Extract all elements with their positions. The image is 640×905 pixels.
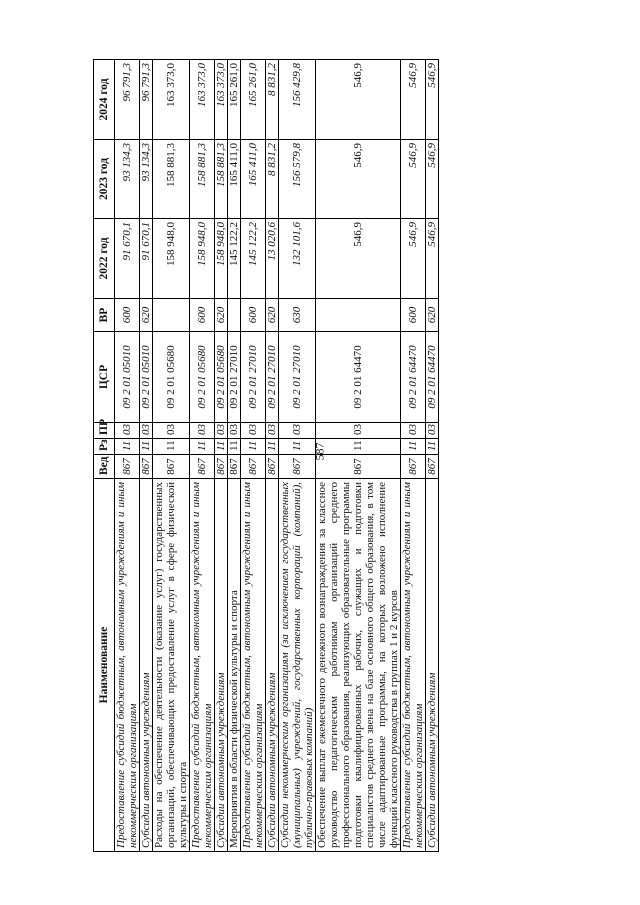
cell-name: Предоставление субсидий бюджетным, автономным учреждениям и иным некоммерческим организациям — [241, 479, 266, 852]
cell-name: Мероприятия в области физической культуры и спорта — [228, 479, 241, 852]
cell-vr: 600 — [401, 299, 426, 332]
cell-vr: 620 — [426, 299, 439, 332]
cell-csr: 09 2 01 64470 — [426, 332, 439, 423]
cell-2023: 93 134,3 — [140, 140, 153, 219]
cell-2024: 546,9 — [316, 60, 401, 140]
table-row — [215, 60, 228, 852]
header-vr: ВР — [94, 299, 115, 332]
rotated-table-container — [93, 60, 543, 852]
table-row — [153, 60, 190, 852]
header-pr: ПР — [94, 423, 115, 439]
cell-2024: 546,9 — [401, 60, 426, 140]
cell-pr: 03 — [153, 423, 190, 439]
cell-ved: 867 — [140, 455, 153, 479]
cell-2022: 145 122,2 — [241, 219, 266, 299]
cell-name: Расходы на обеспечение деятельности (оказание услуг) государственных организаций, обеспечивающих предоставление услуг в сфере физической культуры и спорта — [153, 479, 190, 852]
table-row — [140, 60, 153, 852]
cell-csr: 09 2 01 05010 — [140, 332, 153, 423]
cell-csr: 09 2 01 27010 — [241, 332, 266, 423]
cell-ved: 867 — [279, 455, 316, 479]
cell-2022: 91 670,1 — [140, 219, 153, 299]
cell-2024: 96 791,3 — [140, 60, 153, 140]
cell-2024: 165 261,0 — [241, 60, 266, 140]
cell-pr: 03 — [266, 423, 279, 439]
cell-csr: 09 2 01 64470 — [316, 332, 401, 423]
cell-csr: 09 2 01 05680 — [215, 332, 228, 423]
cell-pr: 03 — [190, 423, 215, 439]
cell-2022: 546,9 — [316, 219, 401, 299]
cell-vr — [153, 299, 190, 332]
table-row — [190, 60, 215, 852]
cell-2022: 13 020,6 — [266, 219, 279, 299]
cell-csr: 09 2 01 64470 — [401, 332, 426, 423]
cell-vr — [316, 299, 401, 332]
cell-rz: 11 — [426, 439, 439, 455]
cell-2023: 158 881,3 — [153, 140, 190, 219]
cell-2024: 8 831,2 — [266, 60, 279, 140]
table-row — [426, 60, 439, 852]
cell-2023: 158 881,3 — [190, 140, 215, 219]
table-row — [115, 60, 140, 852]
cell-name: Субсидии автономным учреждениям — [215, 479, 228, 852]
cell-vr: 620 — [140, 299, 153, 332]
cell-pr: 03 — [241, 423, 266, 439]
cell-2023: 546,9 — [426, 140, 439, 219]
cell-name: Предоставление субсидий бюджетным, автономным учреждениям и иным некоммерческим организациям — [401, 479, 426, 852]
cell-pr: 03 — [426, 423, 439, 439]
cell-2024: 163 373,0 — [153, 60, 190, 140]
cell-ved: 867 — [316, 455, 401, 479]
cell-ved: 867 — [401, 455, 426, 479]
cell-2022: 158 948,0 — [190, 219, 215, 299]
cell-2022: 158 948,0 — [215, 219, 228, 299]
cell-vr: 600 — [241, 299, 266, 332]
cell-name: Субсидии автономным учреждениям — [140, 479, 153, 852]
cell-pr: 03 — [140, 423, 153, 439]
cell-name: Предоставление субсидий бюджетным, автономным учреждениям и иным некоммерческим организациям — [115, 479, 140, 852]
table-header-row — [94, 60, 115, 852]
cell-2023: 546,9 — [401, 140, 426, 219]
cell-name: Субсидии автономным учреждениям — [426, 479, 439, 852]
cell-ved: 867 — [153, 455, 190, 479]
cell-ved: 867 — [266, 455, 279, 479]
cell-csr: 09 2 01 05680 — [153, 332, 190, 423]
cell-rz: 11 — [279, 439, 316, 455]
cell-2022: 132 101,6 — [279, 219, 316, 299]
cell-rz: 11 — [228, 439, 241, 455]
cell-csr: 09 2 01 27010 — [266, 332, 279, 423]
cell-rz: 11 — [115, 439, 140, 455]
cell-pr: 03 — [115, 423, 140, 439]
cell-pr: 03 — [279, 423, 316, 439]
header-2024: 2024 год — [94, 60, 115, 140]
cell-2022: 91 670,1 — [115, 219, 140, 299]
cell-2023: 8 831,2 — [266, 140, 279, 219]
cell-rz: 11 — [215, 439, 228, 455]
cell-pr: 03 — [228, 423, 241, 439]
page-number: 587 — [312, 442, 327, 461]
table-row — [279, 60, 316, 852]
cell-pr: 03 — [215, 423, 228, 439]
table-row — [241, 60, 266, 852]
cell-ved: 867 — [241, 455, 266, 479]
cell-vr: 600 — [190, 299, 215, 332]
cell-2022: 546,9 — [401, 219, 426, 299]
cell-rz: 11 — [266, 439, 279, 455]
cell-2023: 165 411,0 — [228, 140, 241, 219]
cell-ved: 867 — [115, 455, 140, 479]
cell-vr: 600 — [115, 299, 140, 332]
cell-name: Предоставление субсидий бюджетным, автономным учреждениям и иным некоммерческим организациям — [190, 479, 215, 852]
header-csr: ЦСР — [94, 332, 115, 423]
cell-pr: 03 — [401, 423, 426, 439]
cell-vr: 620 — [215, 299, 228, 332]
cell-2023: 165 411,0 — [241, 140, 266, 219]
cell-vr: 630 — [279, 299, 316, 332]
table-row — [401, 60, 426, 852]
header-ved: Вед — [94, 455, 115, 479]
cell-2022: 158 948,0 — [153, 219, 190, 299]
cell-rz: 11 — [153, 439, 190, 455]
cell-2022: 546,9 — [426, 219, 439, 299]
cell-2023: 156 579,8 — [279, 140, 316, 219]
cell-rz: 11 — [401, 439, 426, 455]
header-2023: 2023 год — [94, 140, 115, 219]
cell-name: Субсидии некоммерческим организациям (за исключением государственных (муниципальных) учреждений, государственных корпораций (компаний), публично-правовых компаний) — [279, 479, 316, 852]
cell-2024: 165 261,0 — [228, 60, 241, 140]
cell-2022: 145 122,2 — [228, 219, 241, 299]
cell-vr — [228, 299, 241, 332]
cell-rz: 11 — [140, 439, 153, 455]
cell-csr: 09 2 01 27010 — [228, 332, 241, 423]
cell-ved: 867 — [426, 455, 439, 479]
header-2022: 2022 год — [94, 219, 115, 299]
table-row — [266, 60, 279, 852]
table-row — [316, 60, 401, 852]
budget-table — [93, 59, 439, 852]
cell-ved: 867 — [215, 455, 228, 479]
cell-csr: 09 2 01 27010 — [279, 332, 316, 423]
cell-name: Обеспечение выплат ежемесячного денежного вознаграждения за классное руководство педагогическим работникам организаций среднего профессионального образования, реализующих образовательные программы подготовки квалифицированных рабочих, служащих и подготовки специалистов среднего звена на базе основного общего образования, в том числе адаптированные программы, на которых возложено исполнение функций классного руководства в группах 1 и 2 курсов — [316, 479, 401, 852]
cell-vr: 620 — [266, 299, 279, 332]
cell-ved: 867 — [228, 455, 241, 479]
cell-rz: 11 — [190, 439, 215, 455]
cell-name: Субсидии автономным учреждениям — [266, 479, 279, 852]
table-row — [228, 60, 241, 852]
cell-rz: 11 — [241, 439, 266, 455]
cell-2024: 546,9 — [426, 60, 439, 140]
cell-2024: 163 373,0 — [215, 60, 228, 140]
cell-2023: 546,9 — [316, 140, 401, 219]
cell-2024: 156 429,8 — [279, 60, 316, 140]
cell-2023: 93 134,3 — [115, 140, 140, 219]
cell-ved: 867 — [190, 455, 215, 479]
header-name: Наименование — [94, 479, 115, 852]
cell-2023: 158 881,3 — [215, 140, 228, 219]
cell-rz: 11 — [316, 439, 401, 455]
cell-csr: 09 2 01 05680 — [190, 332, 215, 423]
header-rz: Рз — [94, 439, 115, 455]
cell-2024: 163 373,0 — [190, 60, 215, 140]
cell-2024: 96 791,3 — [115, 60, 140, 140]
cell-csr: 09 2 01 05010 — [115, 332, 140, 423]
cell-pr: 03 — [316, 423, 401, 439]
